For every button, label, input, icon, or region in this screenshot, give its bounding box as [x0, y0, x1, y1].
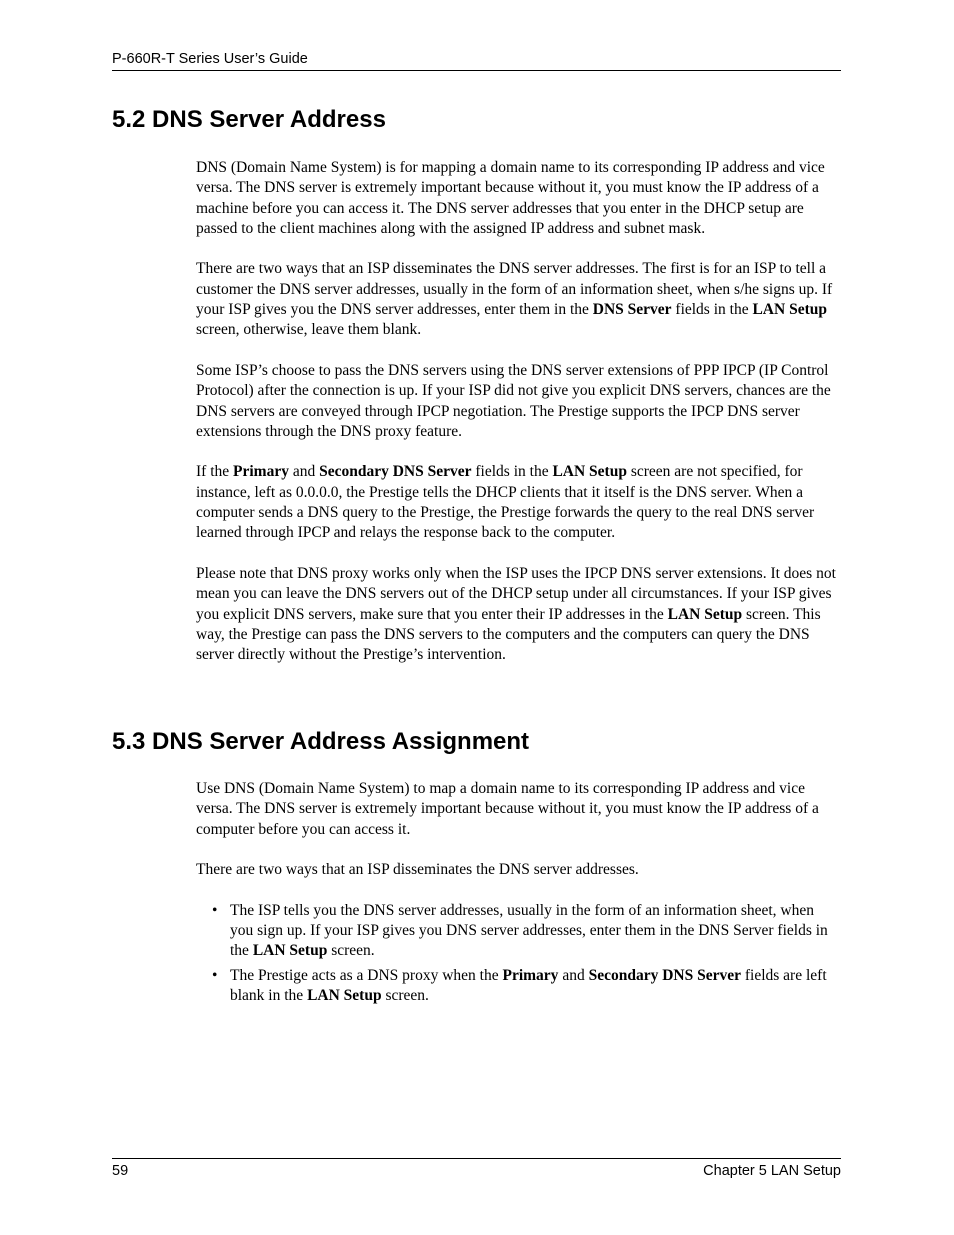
guide-title: P-660R-T Series User’s Guide: [112, 51, 308, 67]
text-run: The Prestige acts as a DNS proxy when the: [230, 966, 503, 984]
paragraph: Some ISP’s choose to pass the DNS servers using the DNS server extensions of PPP IPCP (IP Control Protocol) after the connection is up. If your ISP did not give you explicit DNS servers, chances are the DNS servers are conveyed through IPCP negotiation. The Prestige supports the IPCP DNS server extensions through the DNS proxy feature.: [196, 361, 831, 440]
bullet-list: [196, 901, 841, 1006]
page-number: 59: [112, 1163, 129, 1179]
paragraph: [196, 462, 841, 543]
text-run: screen are not specified, for instance, left as 0.0.0.0, the Prestige tells the DHCP clients that it itself is the DNS server. When a computer sends a DNS query to the Prestige, the Prestige forwards the query to the real DNS server learned through IPCP and relays the response back to the computer.: [196, 463, 815, 542]
list-item: [196, 966, 841, 1007]
page-footer: [112, 1158, 841, 1179]
list-item: [196, 901, 841, 962]
bold-term: LAN Setup: [307, 986, 382, 1004]
bold-term: LAN Setup: [752, 301, 827, 319]
bold-term: Secondary DNS Server: [588, 966, 741, 984]
paragraph: There are two ways that an ISP disseminates the DNS server addresses.: [196, 861, 639, 879]
section-5-3-body: [196, 779, 841, 1010]
text-run: screen, otherwise, leave them blank.: [196, 321, 422, 339]
text-run: fields are left blank in the: [230, 966, 827, 1004]
text-run: fields in the: [671, 301, 753, 319]
bold-term: DNS Server: [592, 301, 672, 319]
bold-term: Secondary DNS Server: [319, 463, 472, 481]
bold-term: Primary: [233, 463, 289, 481]
section-heading-5-3: 5.3 DNS Server Address Assignment: [112, 728, 530, 755]
paragraph: [196, 259, 841, 340]
text-run: The ISP tells you the DNS server addresses, usually in the form of an information sheet, when you sign up. If your ISP gives you DNS server addresses, enter them in the DNS Server fields in the: [230, 901, 828, 960]
bold-term: LAN Setup: [552, 463, 627, 481]
text-run: and: [288, 463, 320, 481]
paragraph: [196, 564, 841, 665]
text-run: screen. This way, the Prestige can pass the DNS servers to the computers and the computers can query the DNS server directly without the Prestige’s intervention.: [196, 605, 821, 664]
text-run: screen.: [327, 942, 375, 960]
paragraph: DNS (Domain Name System) is for mapping a domain name to its corresponding IP address and vice versa. The DNS server is extremely important because without it, you must know the IP address of a machine before you can access it. The DNS server addresses that you enter in the DHCP setup are passed to the client machines along with the assigned IP address and subnet mask.: [196, 159, 825, 237]
text-run: fields in the: [471, 463, 553, 481]
bold-term: Primary: [502, 966, 559, 984]
section-heading-5-2: 5.2 DNS Server Address: [112, 106, 386, 133]
bold-term: LAN Setup: [667, 605, 743, 623]
paragraph: Use DNS (Domain Name System) to map a domain name to its corresponding IP address and vice versa. The DNS server is extremely important because without it, you must know the IP address of a computer before you can access it.: [196, 780, 819, 838]
text-run: If the: [196, 463, 234, 481]
page-header: [112, 51, 841, 71]
bold-term: LAN Setup: [252, 942, 328, 960]
text-run: Please note that DNS proxy works only when the ISP uses the IPCP DNS server extensions. It does not mean you can leave the DNS servers out of the DHCP setup under all circumstances. If your ISP gives you explicit DNS servers, make sure that you enter their IP addresses in the: [196, 564, 836, 623]
chapter-title: Chapter 5 LAN Setup: [703, 1163, 841, 1179]
section-5-2-body: [196, 158, 841, 686]
text-run: screen.: [381, 986, 429, 1004]
text-run: and: [558, 966, 589, 984]
text-run: There are two ways that an ISP disseminates the DNS server addresses. The first is for an ISP to tell a customer the DNS server addresses, usually in the form of an information sheet, when s/he signs up. If your ISP gives you the DNS server addresses, enter them in the: [196, 260, 833, 319]
